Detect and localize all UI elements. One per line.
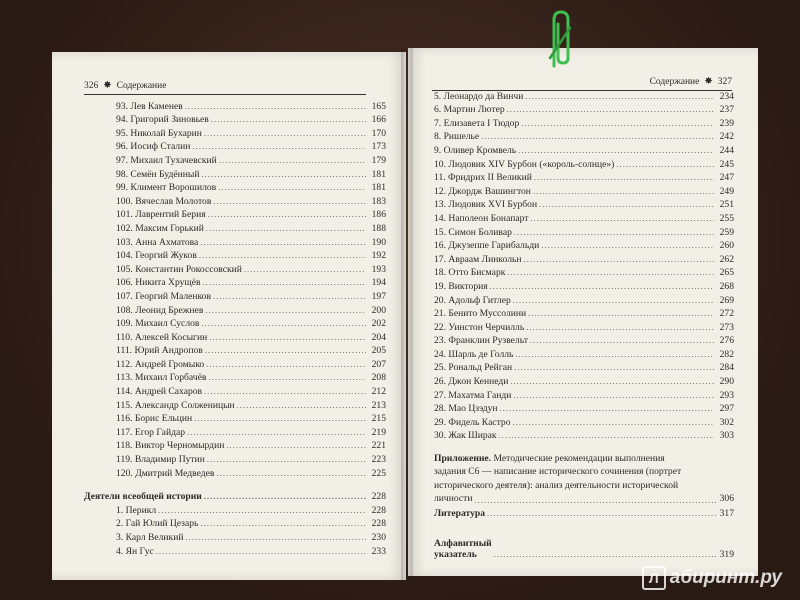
toc-entry-label: 23. Франклин Рузвельт [434, 335, 528, 347]
toc-entry-label: 28. Мао Цзэдун [434, 403, 498, 415]
toc-entry-page: 259 [719, 226, 734, 238]
toc-entry-page: 166 [371, 114, 386, 126]
toc-entry-label: 104. Георгий Жуков [116, 250, 197, 262]
toc-entry-label: 116. Борис Ельцин [116, 413, 193, 425]
left-header-title: Содержание [116, 80, 167, 91]
toc-entry-label: 101. Лаврентий Берия [116, 209, 206, 221]
toc-entry-label: 94. Григорий Зиновьев [116, 114, 209, 126]
toc-entry-label: 113. Михаил Горбачёв [116, 372, 207, 384]
leader-dots [204, 492, 366, 502]
toc-entry [84, 516, 386, 530]
toc-entry-page: 237 [719, 104, 734, 116]
leader-dots [206, 224, 366, 234]
leader-dots [539, 200, 714, 210]
leader-dots [209, 333, 366, 343]
toc-entry-label: 7. Елизавета I Тюдор [434, 117, 520, 129]
left-running-head [84, 80, 166, 91]
toc-entry [84, 329, 386, 343]
right-running-head [650, 76, 732, 87]
toc-entry-page: 204 [371, 331, 386, 343]
leader-dots [187, 428, 366, 438]
leader-dots [206, 360, 366, 370]
toc-entry-label: 111. Юрий Андропов [116, 345, 203, 357]
toc-entry-page: 303 [719, 430, 734, 442]
toc-entry-page: 192 [371, 250, 386, 262]
toc-entry-label: 11. Фридрих II Великий [434, 172, 532, 184]
appendix-line-3: исторического деятеля): анализ деятельности исторической [434, 479, 679, 491]
leader-dots [525, 92, 714, 102]
toc-entry-label: 3. Карл Великий [116, 532, 184, 543]
toc-entry [434, 265, 734, 279]
toc-entry-page: 207 [371, 358, 386, 370]
toc-entry-page: 202 [371, 318, 386, 330]
toc-entry-page: 205 [371, 345, 386, 357]
toc-entry [84, 343, 386, 357]
toc-entry-page: 255 [719, 212, 734, 224]
toc-entry-page: 265 [719, 267, 734, 279]
leader-dots [513, 391, 714, 401]
toc-entry [434, 360, 734, 374]
appendix-line-1: Методические рекомендации выполнения [493, 453, 665, 464]
toc-entry [84, 275, 386, 289]
left-page-number: 326 [84, 80, 99, 91]
leader-dots [528, 309, 714, 319]
leader-dots [203, 278, 366, 288]
toc-entry-label: 114. Андрей Сахаров [116, 386, 203, 398]
toc-entry-label: 95. Николай Бухарин [116, 127, 202, 139]
toc-entry-label: 120. Дмитрий Медведев [116, 467, 215, 479]
left-toc-list [84, 98, 386, 557]
leader-dots [204, 387, 366, 397]
toc-entry-label: 93. Лев Каменев [116, 100, 183, 112]
toc-entry [84, 543, 386, 557]
toc-entry-page: 225 [371, 467, 386, 479]
leader-dots [226, 441, 366, 451]
toc-entry-page: 228 [371, 504, 386, 516]
appendix-title: Приложение. [434, 453, 492, 464]
toc-entry [434, 88, 734, 102]
toc-entry-page: 228 [371, 518, 386, 530]
leader-dots [513, 418, 715, 428]
toc-entry-label: 96. Иосиф Сталин [116, 141, 191, 153]
watermark-logo-box: Л [642, 566, 666, 590]
toc-entry-page: 181 [371, 182, 386, 194]
toc-entry-page: 221 [371, 440, 386, 452]
leader-dots [524, 255, 714, 265]
toc-entry-label: 99. Климент Ворошилов [116, 182, 217, 194]
toc-entry-label: 15. Симон Боливар [434, 226, 512, 238]
toc-entry [434, 333, 734, 347]
index-label: Алфавитный указатель [434, 538, 492, 560]
leader-dots [514, 363, 714, 373]
toc-entry-page: 239 [719, 117, 734, 129]
toc-entry-page: 302 [719, 416, 734, 428]
toc-entry [84, 125, 386, 139]
toc-entry [84, 302, 386, 316]
toc-entry-label: 14. Наполеон Бонапарт [434, 212, 529, 224]
leader-dots [237, 401, 366, 411]
toc-entry [434, 129, 734, 143]
star-icon: ✸ [103, 80, 112, 91]
toc-entry-label: Деятели всеобщей истории [84, 491, 202, 503]
leader-dots [518, 146, 714, 156]
toc-entry [84, 248, 386, 262]
toc-entry-page: 193 [371, 263, 386, 275]
appendix-line-2: задания С6 — написание исторического сочинения (портрет [434, 466, 682, 478]
toc-entry-page: 212 [371, 386, 386, 398]
toc-entry-label: 25. Рональд Рейган [434, 362, 513, 374]
leader-dots [208, 373, 366, 383]
toc-entry-label: 100. Вячеслав Молотов [116, 195, 212, 207]
toc-entry-page: 233 [371, 545, 386, 557]
toc-entry [434, 306, 734, 320]
leader-dots [616, 160, 714, 170]
toc-entry [84, 397, 386, 411]
toc-entry-label: 105. Константин Рокоссовский [116, 263, 242, 275]
leader-dots [515, 350, 714, 360]
toc-entry [434, 115, 734, 129]
left-header-rule [84, 94, 366, 95]
toc-entry-page: 273 [719, 321, 734, 333]
toc-entry [434, 156, 734, 170]
leader-dots [490, 282, 714, 292]
toc-entry-label: 19. Виктория [434, 280, 488, 292]
toc-entry [434, 183, 734, 197]
right-page [408, 48, 758, 576]
leader-dots [205, 346, 366, 356]
toc-entry-page: 269 [719, 294, 734, 306]
toc-entry-page: 179 [371, 154, 386, 166]
toc-entry-page: 244 [719, 144, 734, 156]
toc-entry [84, 383, 386, 397]
leader-dots [211, 115, 366, 125]
toc-entry [84, 180, 386, 194]
leader-dots [507, 268, 714, 278]
leader-dots [534, 173, 714, 183]
toc-entry-page: 251 [719, 199, 734, 211]
star-icon: ✸ [704, 76, 713, 87]
toc-entry-label: 26. Джон Кеннеди [434, 376, 509, 388]
leader-dots [208, 210, 366, 220]
toc-entry [84, 316, 386, 330]
leader-dots [541, 241, 714, 251]
toc-entry [434, 319, 734, 333]
toc-entry-page: 173 [371, 141, 386, 153]
toc-entry-page: 183 [371, 195, 386, 207]
toc-entry-label: 106. Никита Хрущёв [116, 277, 201, 289]
toc-entry [434, 292, 734, 306]
appendix-page: 306 [719, 493, 734, 505]
toc-entry-page: 194 [371, 277, 386, 289]
toc-entry-page: 219 [371, 426, 386, 438]
toc-entry-label: 29. Фидель Кастро [434, 416, 511, 428]
toc-entry-page: 293 [719, 389, 734, 401]
toc-entry-label: 119. Владимир Путин [116, 454, 205, 466]
leader-dots [500, 404, 714, 414]
toc-entry [84, 451, 386, 465]
toc-entry-label: 115. Александр Солженицын [116, 399, 235, 411]
right-header-title: Содержание [649, 76, 700, 87]
toc-entry [84, 193, 386, 207]
toc-entry-label: 98. Семён Будённый [116, 168, 200, 180]
toc-entry-label: 16. Джузеппе Гарибальди [434, 240, 540, 252]
toc-entry-label: 108. Леонид Брежнев [116, 304, 204, 316]
toc-entry [434, 102, 734, 116]
toc-entry-page: 276 [719, 335, 734, 347]
toc-entry [84, 529, 386, 543]
toc-entry [84, 502, 386, 516]
toc-entry-page: 190 [371, 236, 386, 248]
watermark-text: абиринт.ру [669, 567, 782, 588]
leader-dots [521, 119, 714, 129]
toc-entry-label: 6. Мартин Лютер [434, 104, 505, 116]
leader-dots [507, 105, 714, 115]
toc-entry [84, 220, 386, 234]
leader-dots [487, 509, 718, 519]
literature-label: Литература [434, 508, 486, 519]
toc-entry [434, 401, 734, 415]
toc-entry-label: 2. Гай Юлий Цезарь [116, 518, 199, 530]
toc-entry-page: 247 [719, 172, 734, 184]
leader-dots [158, 506, 366, 516]
toc-entry-label: 109. Михаил Суслов [116, 318, 200, 330]
toc-entry [84, 112, 386, 126]
toc-entry-page: 230 [371, 532, 386, 543]
leader-dots [513, 296, 714, 306]
toc-entry [434, 387, 734, 401]
leader-dots [194, 414, 366, 424]
left-page [52, 52, 406, 580]
toc-entry [84, 152, 386, 166]
leader-dots [475, 496, 718, 506]
toc-entry-label: 17. Авраам Линкольн [434, 253, 522, 265]
toc-entry [84, 261, 386, 275]
toc-entry-page: 186 [371, 209, 386, 221]
toc-entry [434, 210, 734, 224]
toc-entry [434, 346, 734, 360]
right-toc-list [434, 88, 734, 441]
toc-entry-label: 27. Махатма Ганди [434, 389, 512, 401]
toc-entry-page: 290 [719, 376, 734, 388]
toc-entry-label: 13. Людовик XVI Бурбон [434, 199, 538, 211]
toc-entry [84, 370, 386, 384]
toc-entry-label: 118. Виктор Черномырдин [116, 440, 225, 452]
toc-entry-label: 103. Анна Ахматова [116, 236, 199, 248]
leader-dots [499, 431, 714, 441]
toc-entry-label: 112. Андрей Громыко [116, 358, 205, 370]
leader-dots [530, 336, 714, 346]
toc-entry-label: 1. Перикл [116, 504, 157, 516]
toc-entry-label: 21. Бенито Муссолини [434, 308, 527, 320]
toc-entry-label: 5. Леонардо да Винчи [434, 90, 524, 102]
toc-entry-label: 10. Людовик XIV Бурбон («король-солнце») [434, 158, 615, 170]
toc-entry [434, 373, 734, 387]
book-gutter [401, 48, 413, 580]
leader-dots [192, 142, 366, 152]
toc-entry [84, 166, 386, 180]
toc-entry [84, 438, 386, 452]
toc-entry [84, 98, 386, 112]
index-entry [434, 538, 734, 560]
leader-dots [200, 519, 366, 529]
right-page-number: 327 [717, 76, 732, 87]
toc-entry-page: 215 [371, 413, 386, 425]
toc-entry-page: 297 [719, 403, 734, 415]
leader-dots [514, 228, 714, 238]
index-page: 319 [719, 549, 734, 560]
toc-entry-page: 284 [719, 362, 734, 374]
leader-dots [481, 132, 714, 142]
toc-entry [84, 139, 386, 153]
toc-entry [434, 251, 734, 265]
toc-entry-page: 262 [719, 253, 734, 265]
toc-entry-page: 249 [719, 185, 734, 197]
leader-dots [219, 156, 366, 166]
toc-entry-label: 18. Отто Бисмарк [434, 267, 506, 279]
leader-dots [213, 197, 366, 207]
toc-entry-label: 22. Уинстон Черчилль [434, 321, 525, 333]
toc-entry [84, 288, 386, 302]
toc-entry-label: 20. Адольф Гитлер [434, 294, 511, 306]
toc-entry-label: 117. Егор Гайдар [116, 426, 186, 438]
leader-dots [186, 533, 367, 543]
toc-entry-page: 245 [719, 158, 734, 170]
toc-entry-page: 223 [371, 454, 386, 466]
toc-entry-page: 188 [371, 222, 386, 234]
toc-entry-page: 165 [371, 100, 386, 112]
toc-entry-page: 272 [719, 308, 734, 320]
leader-dots [200, 238, 366, 248]
toc-entry [434, 197, 734, 211]
leader-dots [244, 265, 366, 275]
toc-entry [434, 170, 734, 184]
toc-entry-label: 102. Максим Горький [116, 222, 204, 234]
leader-dots [185, 102, 366, 112]
toc-entry-label: 24. Шарль де Голль [434, 348, 514, 360]
toc-entry-page: 234 [719, 90, 734, 102]
paperclip-icon [540, 8, 580, 70]
toc-entry [434, 142, 734, 156]
toc-entry-label: 4. Ян Гус [116, 545, 154, 557]
toc-entry-page: 170 [371, 127, 386, 139]
leader-dots [156, 547, 366, 557]
leader-dots [213, 292, 366, 302]
leader-dots [218, 183, 366, 193]
toc-entry [434, 224, 734, 238]
toc-entry-label: 110. Алексей Косыгин [116, 331, 208, 343]
toc-section-heading [84, 489, 386, 503]
toc-entry [434, 278, 734, 292]
toc-entry-page: 242 [719, 131, 734, 143]
toc-entry [434, 238, 734, 252]
leader-dots [201, 170, 366, 180]
leader-dots [510, 377, 714, 387]
toc-entry [84, 207, 386, 221]
leader-dots [526, 323, 714, 333]
toc-entry [84, 411, 386, 425]
toc-entry-label: 9. Оливер Кромвель [434, 144, 517, 156]
toc-entry-label: 30. Жак Ширак [434, 430, 497, 442]
literature-page: 317 [719, 508, 734, 519]
leader-dots [201, 319, 366, 329]
toc-entry-label: 107. Георгий Маленков [116, 290, 212, 302]
toc-entry-page: 208 [371, 372, 386, 384]
leader-dots [199, 251, 366, 261]
toc-entry-page: 197 [371, 290, 386, 302]
toc-entry [434, 428, 734, 442]
leader-dots [204, 129, 366, 139]
leader-dots [494, 550, 718, 560]
leader-dots [205, 306, 366, 316]
toc-entry-page: 268 [719, 280, 734, 292]
labirint-watermark-logo [642, 566, 782, 590]
toc-entry-label: 97. Михаил Тухачевский [116, 154, 217, 166]
appendix-line-4: личности [434, 493, 473, 505]
toc-entry-page: 213 [371, 399, 386, 411]
toc-entry-label: 8. Ришелье [434, 131, 480, 143]
toc-entry-page: 260 [719, 240, 734, 252]
toc-entry-label: 12. Джордж Вашингтон [434, 185, 531, 197]
literature-entry [434, 508, 734, 519]
appendix-entry [434, 452, 734, 506]
toc-entry-page: 282 [719, 348, 734, 360]
leader-dots [533, 187, 714, 197]
toc-entry [84, 356, 386, 370]
toc-entry-page: 200 [371, 304, 386, 316]
toc-entry [434, 414, 734, 428]
leader-dots [216, 469, 366, 479]
toc-entry [84, 424, 386, 438]
leader-dots [530, 214, 714, 224]
toc-entry-page: 228 [371, 491, 386, 503]
toc-entry [84, 234, 386, 248]
toc-entry-page: 181 [371, 168, 386, 180]
toc-entry [84, 465, 386, 479]
leader-dots [207, 455, 366, 465]
